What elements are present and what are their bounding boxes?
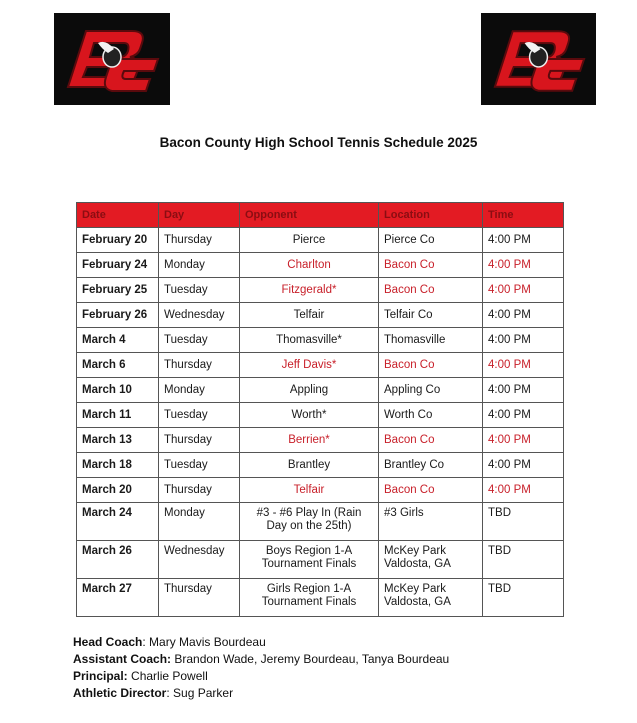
- cell-time: TBD: [483, 503, 564, 541]
- cell-opponent: Appling: [240, 378, 379, 403]
- staff-name: Brandon Wade, Jeremy Bourdeau, Tanya Bourdeau: [174, 652, 450, 666]
- staff-line: [73, 668, 449, 685]
- cell-date: February 24: [77, 253, 159, 278]
- bc-logo-left: [54, 13, 170, 105]
- cell-location: Appling Co: [379, 378, 483, 403]
- cell-time: TBD: [483, 541, 564, 579]
- cell-day: Thursday: [159, 228, 240, 253]
- cell-time: 4:00 PM: [483, 428, 564, 453]
- cell-location: Thomasville: [379, 328, 483, 353]
- cell-time: 4:00 PM: [483, 328, 564, 353]
- cell-day: Tuesday: [159, 453, 240, 478]
- page-title: Bacon County High School Tennis Schedule 2025: [159, 135, 478, 150]
- cell-time: 4:00 PM: [483, 403, 564, 428]
- cell-opponent: Berrien*: [240, 428, 379, 453]
- cell-location: #3 Girls: [379, 503, 483, 541]
- cell-day: Thursday: [159, 478, 240, 503]
- cell-date: March 24: [77, 503, 159, 541]
- header-time: Time: [483, 203, 564, 228]
- cell-opponent: #3 - #6 Play In (Rain Day on the 25th): [240, 503, 379, 541]
- staff-line: [73, 634, 449, 651]
- table-row: [77, 228, 564, 253]
- table-row: [77, 378, 564, 403]
- staff-role: Athletic Director: [73, 686, 167, 700]
- cell-date: March 26: [77, 541, 159, 579]
- cell-day: Thursday: [159, 428, 240, 453]
- staff-role: Head Coach: [73, 635, 143, 649]
- cell-opponent: Girls Region 1-A Tournament Finals: [240, 579, 379, 617]
- cell-opponent: Pierce: [240, 228, 379, 253]
- cell-date: March 6: [77, 353, 159, 378]
- cell-time: 4:00 PM: [483, 228, 564, 253]
- cell-date: March 27: [77, 579, 159, 617]
- cell-date: February 20: [77, 228, 159, 253]
- cell-location: McKey Park Valdosta, GA: [379, 579, 483, 617]
- table-row: [77, 353, 564, 378]
- header-opponent: Opponent: [240, 203, 379, 228]
- cell-opponent: Boys Region 1-A Tournament Finals: [240, 541, 379, 579]
- table-row: [77, 253, 564, 278]
- cell-location: Bacon Co: [379, 478, 483, 503]
- cell-opponent: Fitzgerald*: [240, 278, 379, 303]
- cell-location: McKey Park Valdosta, GA: [379, 541, 483, 579]
- staff-name: Mary Mavis Bourdeau: [149, 635, 266, 649]
- cell-location: Bacon Co: [379, 428, 483, 453]
- cell-date: March 20: [77, 478, 159, 503]
- cell-time: 4:00 PM: [483, 453, 564, 478]
- cell-day: Tuesday: [159, 278, 240, 303]
- cell-opponent: Charlton: [240, 253, 379, 278]
- staff-role: Assistant Coach:: [73, 652, 172, 666]
- cell-day: Wednesday: [159, 541, 240, 579]
- cell-day: Thursday: [159, 579, 240, 617]
- cell-opponent: Brantley: [240, 453, 379, 478]
- table-row: [77, 478, 564, 503]
- table-row: [77, 579, 564, 617]
- cell-opponent: Telfair: [240, 303, 379, 328]
- cell-date: March 10: [77, 378, 159, 403]
- table-row: [77, 278, 564, 303]
- staff-line: [73, 685, 449, 702]
- staff-name: Sug Parker: [173, 686, 234, 700]
- cell-time: 4:00 PM: [483, 253, 564, 278]
- cell-location: Pierce Co: [379, 228, 483, 253]
- cell-day: Monday: [159, 378, 240, 403]
- cell-date: February 25: [77, 278, 159, 303]
- cell-location: Bacon Co: [379, 253, 483, 278]
- cell-date: March 18: [77, 453, 159, 478]
- cell-location: Bacon Co: [379, 278, 483, 303]
- cell-opponent: Telfair: [240, 478, 379, 503]
- cell-opponent: Thomasville*: [240, 328, 379, 353]
- staff-name: Charlie Powell: [131, 669, 208, 683]
- cell-opponent: Worth*: [240, 403, 379, 428]
- cell-day: Monday: [159, 503, 240, 541]
- header-day: Day: [159, 203, 240, 228]
- schedule-table: [76, 202, 564, 617]
- table-row: [77, 303, 564, 328]
- cell-opponent: Jeff Davis*: [240, 353, 379, 378]
- cell-location: Brantley Co: [379, 453, 483, 478]
- cell-date: February 26: [77, 303, 159, 328]
- cell-day: Wednesday: [159, 303, 240, 328]
- staff-separator: :: [142, 635, 150, 649]
- cell-day: Tuesday: [159, 403, 240, 428]
- table-row: [77, 453, 564, 478]
- cell-day: Monday: [159, 253, 240, 278]
- cell-date: March 11: [77, 403, 159, 428]
- cell-time: 4:00 PM: [483, 378, 564, 403]
- staff-role: Principal:: [73, 669, 128, 683]
- bc-logo-right: [481, 13, 596, 105]
- cell-day: Tuesday: [159, 328, 240, 353]
- cell-location: Bacon Co: [379, 353, 483, 378]
- cell-location: Worth Co: [379, 403, 483, 428]
- table-row: [77, 541, 564, 579]
- table-row: [77, 428, 564, 453]
- bc-logo-icon: [481, 13, 596, 105]
- table-row: [77, 403, 564, 428]
- cell-date: March 13: [77, 428, 159, 453]
- table-header-row: [77, 203, 564, 228]
- table-row: [77, 328, 564, 353]
- table-row: [77, 503, 564, 541]
- header-date: Date: [77, 203, 159, 228]
- staff-separator: :: [166, 686, 174, 700]
- cell-time: 4:00 PM: [483, 278, 564, 303]
- cell-time: 4:00 PM: [483, 353, 564, 378]
- cell-time: TBD: [483, 579, 564, 617]
- bc-logo-icon: [54, 13, 170, 105]
- staff-line: [73, 651, 449, 668]
- cell-time: 4:00 PM: [483, 478, 564, 503]
- header-location: Location: [379, 203, 483, 228]
- cell-date: March 4: [77, 328, 159, 353]
- cell-time: 4:00 PM: [483, 303, 564, 328]
- cell-day: Thursday: [159, 353, 240, 378]
- cell-location: Telfair Co: [379, 303, 483, 328]
- staff-list: [73, 634, 449, 702]
